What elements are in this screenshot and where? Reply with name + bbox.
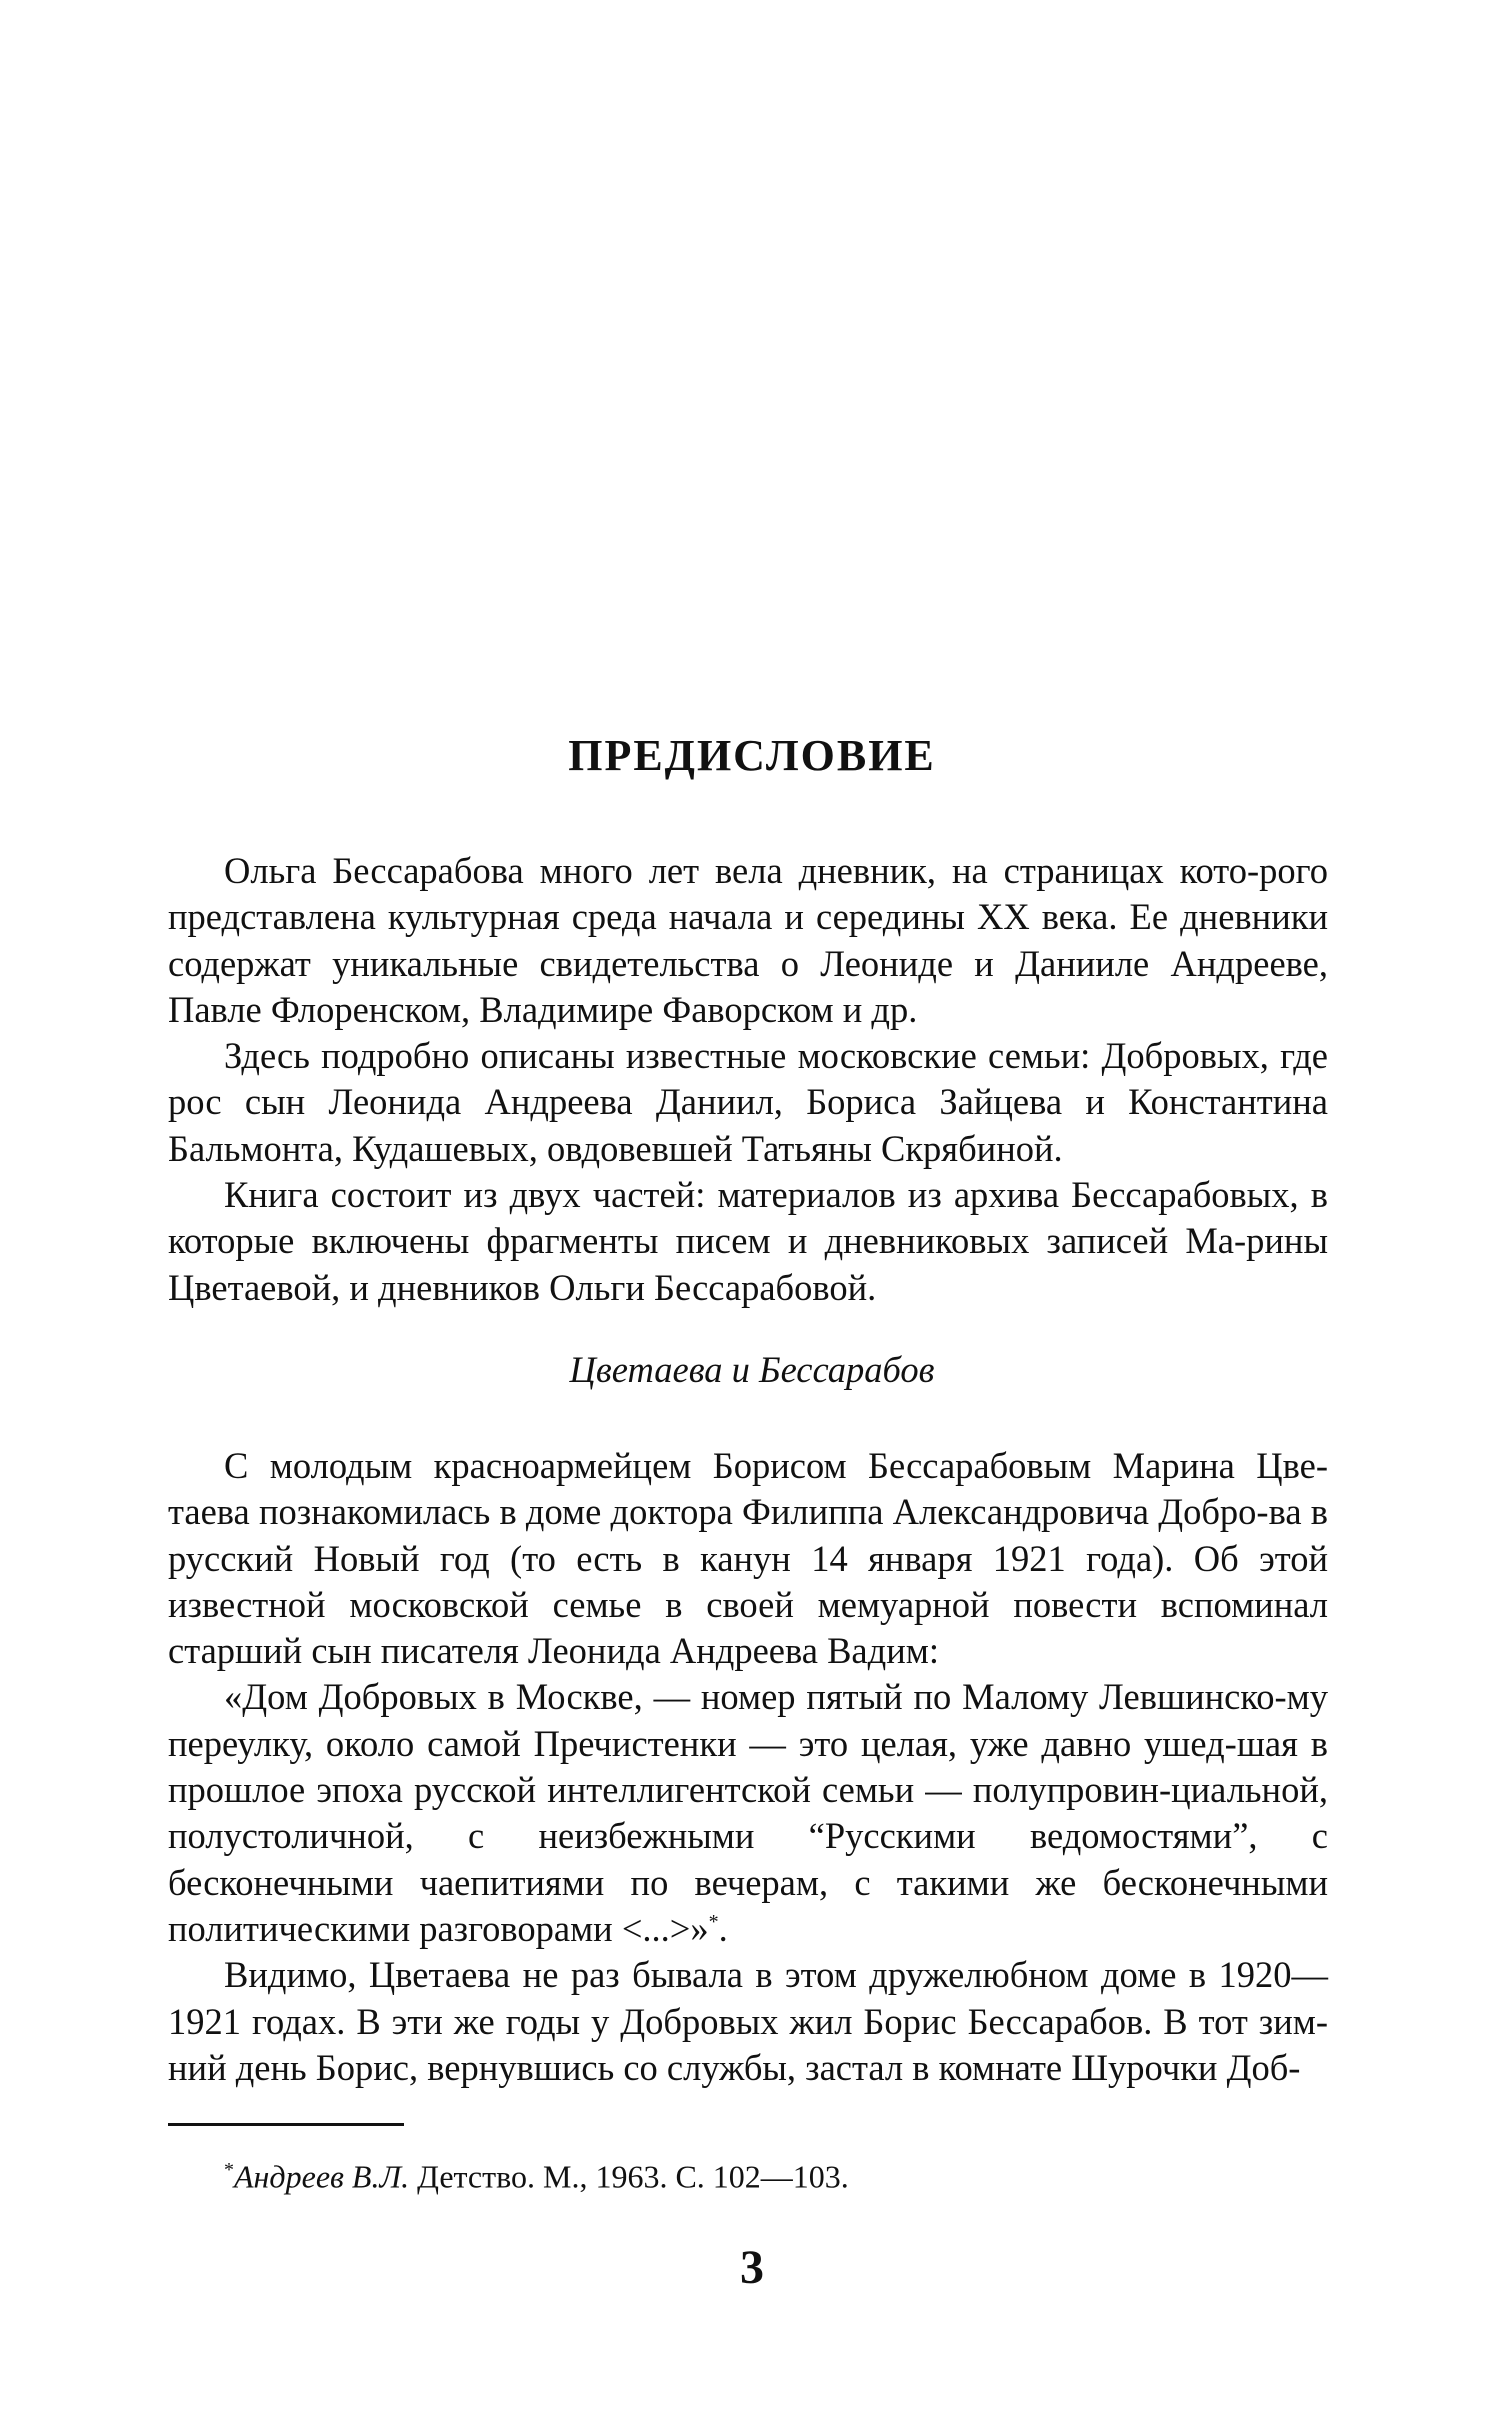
chapter-heading: ПРЕДИСЛОВИЕ xyxy=(568,731,936,780)
footnote-divider xyxy=(168,2123,404,2126)
footnote-author: Андреев В.Л. xyxy=(234,2158,410,2195)
footnote-reference: * xyxy=(708,1910,719,1933)
paragraph: Книга состоит из двух частей: материалов из архива Бессарабовых, в которые включены фрагменты писем и дневниковых записей Ма-рины Цветаевой, и дневников Ольги Бессарабовой. xyxy=(168,1174,1328,1308)
page-number: 3 xyxy=(740,2241,764,2294)
paragraph: С молодым красноармейцем Борисом Бессарабовым Марина Цве-таева познакомилась в доме доктора Филиппа Александровича Добро-ва в русский Новый год (то есть в канун 14 января 1921 года). Об этой известной московской семье в своей мемуарной повести вспоминал старший сын писателя Леонида Андреева Вадим: xyxy=(168,1445,1328,1672)
paragraph: Видимо, Цветаева не раз бывала в этом дружелюбном доме в 1920—1921 годах. В эти же годы у Добровых жил Борис Бессарабов. В тот зим-ний день Борис, вернувшись со службы, застал в комнате Шурочки Доб- xyxy=(168,1954,1328,2088)
intro-text xyxy=(168,848,1328,1311)
paragraph: Ольга Бессарабова много лет вела дневник, на страницах кото-рого представлена культурная среда начала и середины XX века. Ее дневники содержат уникальные свидетельства о Леониде и Данииле Андрееве, Павле Флоренском, Владимире Фаворском и др. xyxy=(168,850,1328,1030)
footnote xyxy=(224,2150,849,2197)
footnote-mark: * xyxy=(224,2159,234,2181)
main-text xyxy=(168,1443,1328,2091)
footnote-text: Детство. М., 1963. С. 102—103. xyxy=(409,2158,849,2195)
paragraph: Здесь подробно описаны известные московские семьи: Добровых, где рос сын Леонида Андреева Даниил, Бориса Зайцева и Константина Бальмонта, Кудашевых, овдовевшей Татьяны Скрябиной. xyxy=(168,1035,1328,1169)
section-subheading: Цветаева и Бессарабов xyxy=(569,1349,935,1390)
quote-paragraph: «Дом Добровых в Москве, — номер пятый по Малому Левшинско-му переулку, около самой Пречистенки — это целая, уже давно ушед-шая в прошлое эпоха русской интеллигентской семьи — полупровин-циальной, полустоличной, с неизбежными “Русскими ведомостями”, с бесконечными чаепитиями по вечерам, с такими же бесконечными политическими разговорами <...>»*. xyxy=(168,1676,1328,1949)
quote-text: «Дом Добровых в Москве, — номер пятый по Малому Левшинско-му переулку, около самой Пречистенки — это целая, уже давно ушед-шая в прошлое эпоха русской интеллигентской семьи — полупровин-циальной, полустоличной, с неизбежными “Русскими ведомостями”, с бесконечными чаепитиями по вечерам, с такими же бесконечными политическими разговорами <...>» xyxy=(168,1676,1328,1949)
